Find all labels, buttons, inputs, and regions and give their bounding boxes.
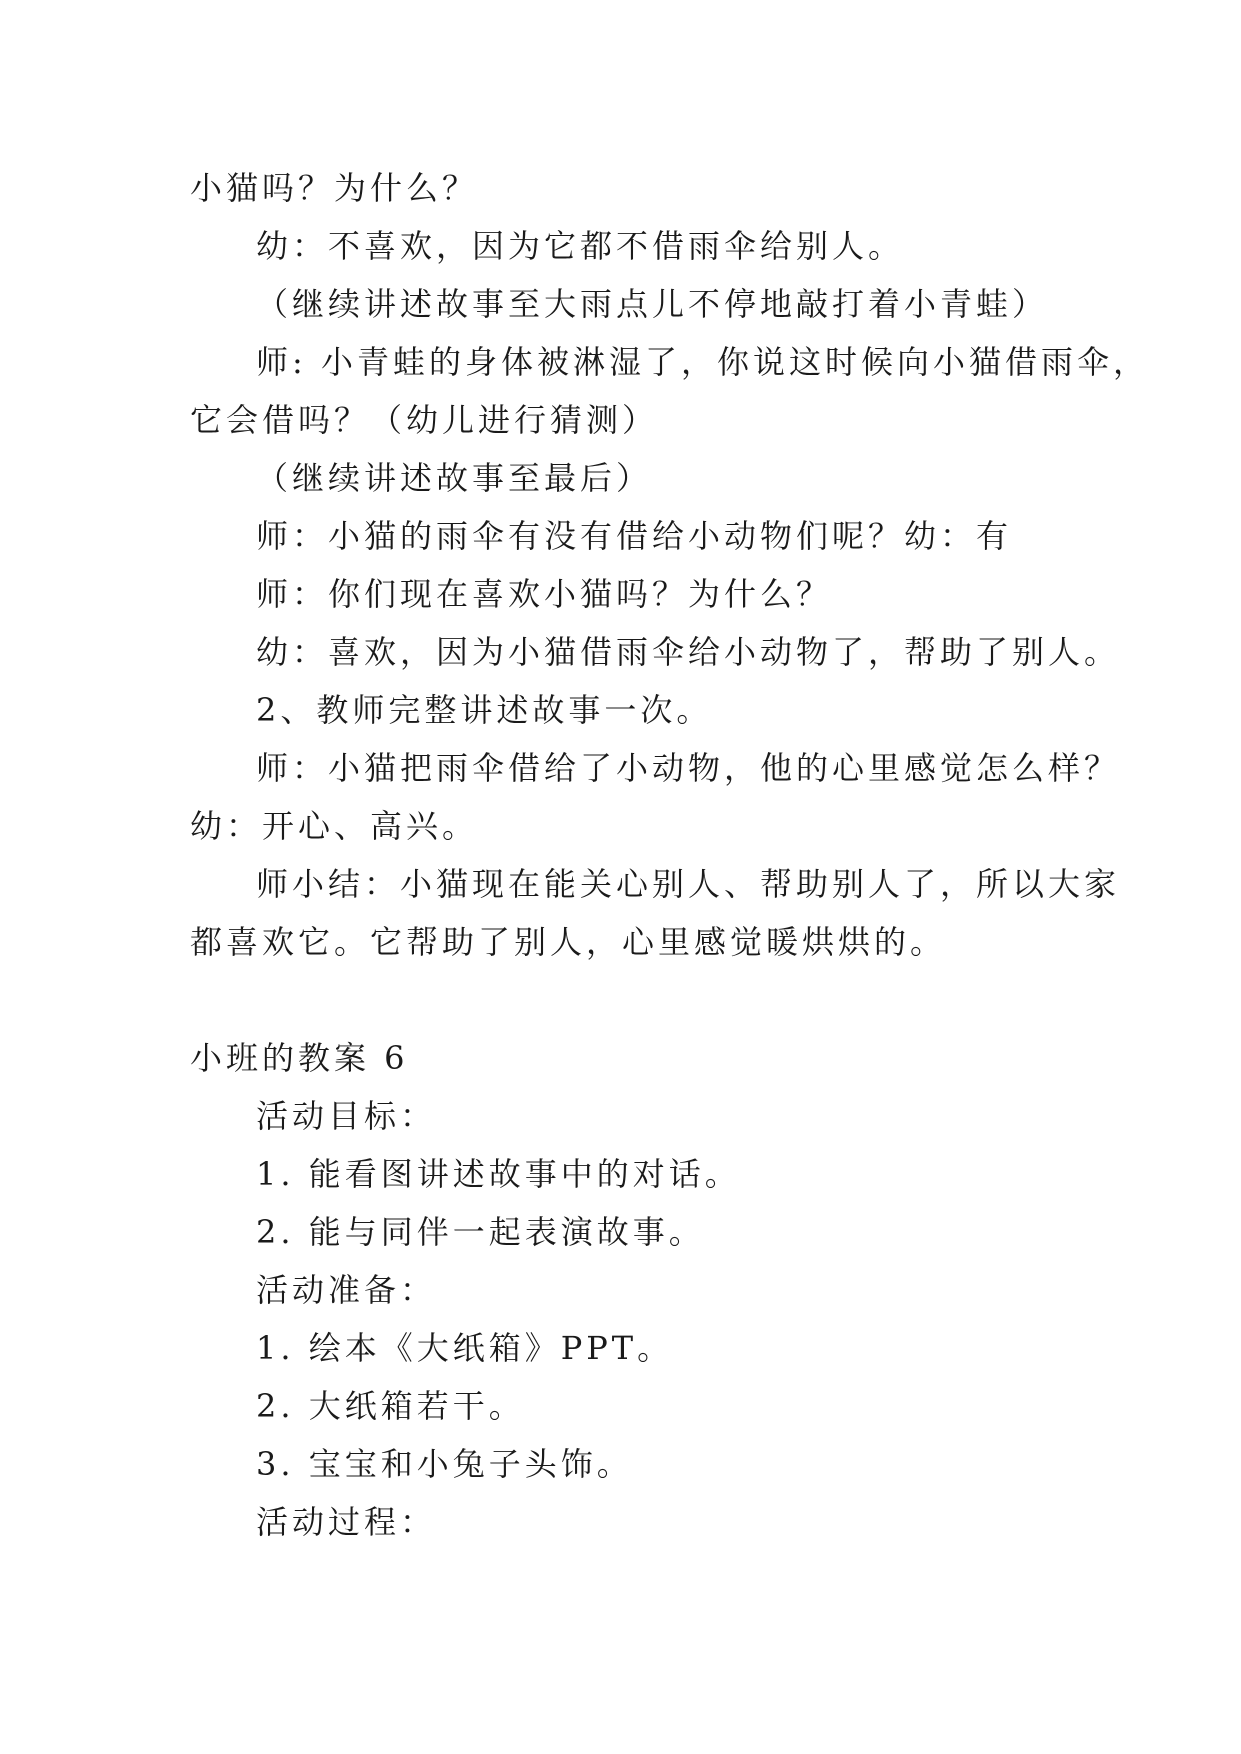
- text-line: 师：小猫的雨伞有没有借给小动物们呢？幼：有: [256, 517, 1013, 555]
- text-line: 活动准备：: [256, 1271, 437, 1309]
- text-line: 师小结：小猫现在能关心别人、帮助别人了，所以大家: [256, 865, 1121, 903]
- text-line: （继续讲述故事至大雨点儿不停地敲打着小青蛙）: [256, 285, 1049, 323]
- text-line: 师：小猫把雨伞借给了小动物，他的心里感觉怎么样？: [256, 749, 1121, 787]
- text-line: 2. 能与同伴一起表演故事。: [256, 1213, 705, 1251]
- text-line: 它会借吗？（幼儿进行猜测）: [190, 401, 659, 439]
- text-line: 活动过程：: [256, 1503, 437, 1541]
- text-line: 都喜欢它。它帮助了别人，心里感觉暖烘烘的。: [190, 923, 947, 961]
- text-line: 1. 绘本《大纸箱》PPT。: [256, 1329, 674, 1367]
- text-line: 幼：喜欢，因为小猫借雨伞给小动物了，帮助了别人。: [256, 633, 1121, 671]
- text-line: 师：你们现在喜欢小猫吗？为什么？: [256, 575, 833, 613]
- text-line: 1. 能看图讲述故事中的对话。: [256, 1155, 741, 1193]
- text-line: 3. 宝宝和小兔子头饰。: [256, 1445, 633, 1483]
- text-line: 活动目标：: [256, 1097, 437, 1135]
- text-line: （继续讲述故事至最后）: [256, 459, 653, 497]
- text-line: 小猫吗？为什么？: [190, 169, 479, 207]
- section-title: 小班的教案 6: [190, 1039, 409, 1077]
- text-line: 师: 小青蛙的身体被淋湿了，你说这时候向小猫借雨伞，: [256, 343, 1149, 381]
- text-line: 幼：不喜欢，因为它都不借雨伞给别人。: [256, 227, 905, 265]
- text-line: 幼：开心、高兴。: [190, 807, 479, 845]
- text-line: 2. 大纸箱若干。: [256, 1387, 525, 1425]
- text-line: 2、教师完整讲述故事一次。: [256, 691, 713, 729]
